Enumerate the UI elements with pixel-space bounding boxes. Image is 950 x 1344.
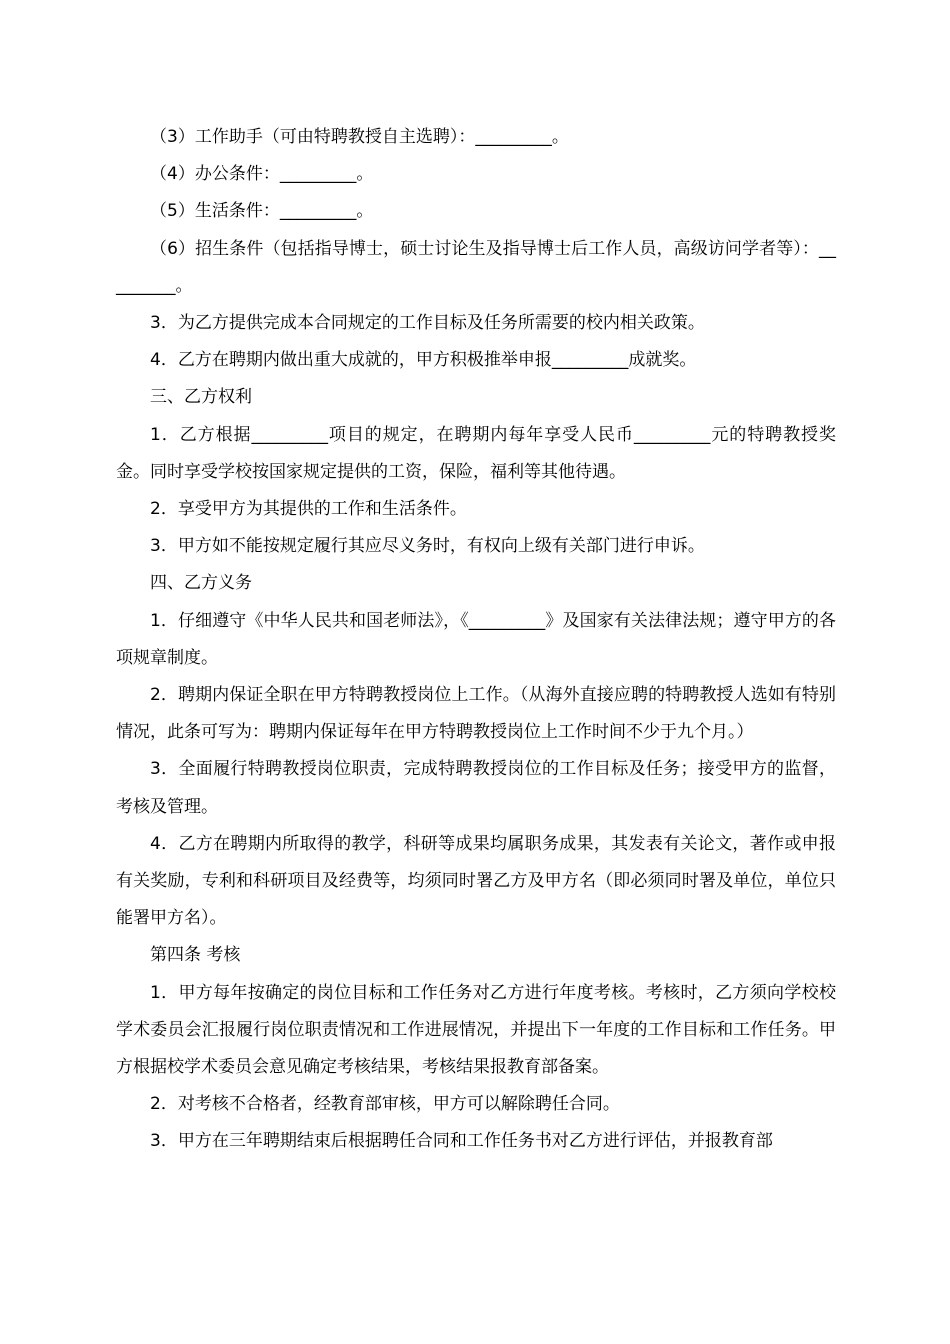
clause-work-assistant: （3）工作助手（可由特聘教授自主选聘）：_________。 — [150, 127, 569, 147]
document-page — [116, 119, 836, 1161]
clause-rights-conditions: 2．享受甲方为其提供的工作和生活条件。 — [150, 499, 467, 520]
clause-rights-appeal: 3．甲方如不能按规定履行其应尽义务时，有权向上级有关部门进行申诉。 — [150, 536, 705, 557]
clause-obligation-duties: 3．全面履行特聘教授岗位职责，完成特聘教授岗位的工作目标及任务；接受甲方的监督，考核及管理。 — [116, 759, 836, 817]
article-heading-assessment: 第四条 考核 — [150, 945, 241, 966]
clause-assessment-failure: 2．对考核不合格者，经教育部审核，甲方可以解除聘任合同。 — [150, 1094, 620, 1115]
section-heading-obligations: 四、乙方义务 — [150, 573, 252, 594]
clause-rights-bonus: 1．乙方根据_________项目的规定，在聘期内每年享受人民币_________元的特聘教授奖金。同时享受学校按国家规定提供的工资，保险，福利等其他待遇。 — [116, 424, 836, 482]
clause-obligation-attribution: 4．乙方在聘期内所取得的教学，科研等成果均属职务成果，其发表有关论文，著作或申报有关奖励，专利和科研项目及经费等，均须同时署乙方及甲方名（即必须同时署及单位，单位只能署甲方名）。 — [116, 833, 836, 929]
clause-obligation-laws: 1．仔细遵守《中华人民共和国老师法》，《_________》及国家有关法律法规；遵守甲方的各项规章制度。 — [116, 610, 836, 668]
clause-policy-support: 3．为乙方提供完成本合同规定的工作目标及任务所需要的校内相关政策。 — [150, 313, 705, 334]
clause-office-conditions: （4）办公条件：_________。 — [150, 164, 374, 185]
clause-term-evaluation: 3．甲方在三年聘期结束后根据聘任合同和工作任务书对乙方进行评估，并报教育部 — [150, 1131, 773, 1152]
clause-annual-assessment: 1．甲方每年按确定的岗位目标和工作任务对乙方进行年度考核。考核时，乙方须向学校校学术委员会汇报履行岗位职责情况和工作进展情况，并提出下一年度的工作目标和工作任务。甲方根据校学术委员会意见确定考核结果，考核结果报教育部备案。 — [116, 982, 836, 1078]
clause-enrollment-conditions: （6）招生条件（包括指导博士，硕士讨论生及指导博士后工作人员，高级访问学者等）：_________。 — [116, 238, 836, 296]
clause-achievement-award: 4．乙方在聘期内做出重大成就的，甲方积极推举申报_________成就奖。 — [150, 350, 697, 371]
clause-obligation-fulltime: 2．聘期内保证全职在甲方特聘教授岗位上工作。（从海外直接应聘的特聘教授人选如有特别情况，此条可写为：聘期内保证每年在甲方特聘教授岗位上工作时间不少于九个月。） — [116, 685, 836, 743]
clause-living-conditions: （5）生活条件：_________。 — [150, 201, 374, 222]
section-heading-rights: 三、乙方权利 — [150, 387, 252, 408]
